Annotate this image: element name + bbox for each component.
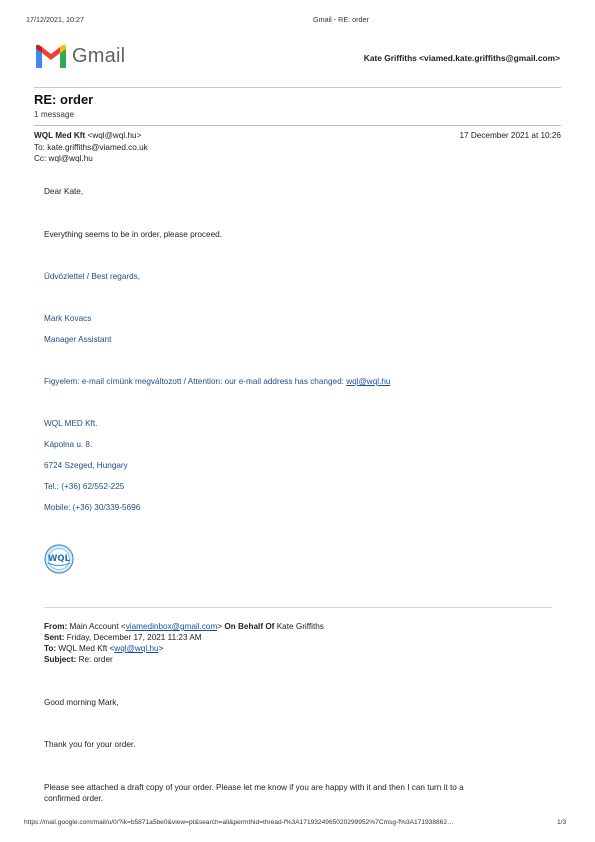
quoted-to-line (44, 644, 163, 653)
quoted-from-value-post: > (217, 622, 223, 631)
quoted-from-line (44, 622, 324, 631)
signature-role: Manager Assistant (44, 335, 112, 344)
quoted-from-email-link[interactable]: viamedinbox@gmail.com (125, 622, 218, 631)
gmail-m-icon (34, 44, 68, 70)
quoted-sent-line (44, 633, 202, 642)
signature-notice-email-link[interactable]: wql@wql.hu (346, 377, 391, 386)
sender-name: WQL Med Kft (34, 131, 86, 140)
thread-subject: RE: order (34, 92, 94, 107)
quoted-sent-label: Sent: (44, 633, 65, 642)
signature-company: WQL MED Kft. (44, 419, 98, 428)
quoted-divider (44, 607, 552, 608)
quoted-behalf-value: Kate Griffiths (276, 622, 324, 631)
body-text: Everything seems to be in order, please proceed. (44, 230, 222, 239)
quoted-greeting: Good morning Mark, (44, 698, 119, 707)
quoted-to-label: To: (44, 644, 57, 653)
quoted-paragraph-line-2: confirmed order. (44, 794, 104, 803)
quoted-from-label: From: (44, 622, 68, 631)
wql-company-logo (44, 544, 74, 574)
signature-street: Kápolna u. 8. (44, 440, 93, 449)
quoted-subject-label: Subject: (44, 655, 77, 664)
quoted-to-email-link[interactable]: wql@wql.hu (114, 644, 159, 653)
header-divider (34, 87, 561, 88)
print-datetime: 17/12/2021, 10:27 (26, 15, 84, 24)
signature-tel: Tel.: (+36) 62/552-225 (44, 482, 125, 491)
print-page-title: Gmail - RE: order (313, 15, 369, 24)
signature-notice-text: Figyelem: e-mail címünk megváltozott / Attention: our e-mail address has changed: (44, 377, 344, 386)
sender-line (34, 131, 141, 140)
quoted-to-value-post: > (158, 644, 164, 653)
quoted-thanks: Thank you for your order. (44, 740, 136, 749)
quoted-to-value-pre: WQL Med Kft < (58, 644, 115, 653)
account-identity: Kate Griffiths <viamed.kate.griffiths@gmail.com> (363, 53, 560, 63)
message-count: 1 message (34, 110, 75, 119)
gmail-logo-text: Gmail (72, 45, 126, 67)
signature-city: 6724 Szeged, Hungary (44, 461, 128, 470)
signature-name: Mark Kovacs (44, 314, 92, 323)
quoted-paragraph-line-1: Please see attached a draft copy of your order. Please let me know if you are happy with it and then I can turn it to a (44, 783, 464, 792)
quoted-behalf-label: On Behalf Of (224, 622, 275, 631)
quoted-subject-line (44, 655, 113, 664)
quoted-subject-value: Re: order (78, 655, 113, 664)
quoted-from-value-pre: Main Account < (69, 622, 126, 631)
signature-regards: Üdvözlettel / Best regards, (44, 272, 141, 281)
recipient-cc: Cc: wql@wql.hu (34, 154, 93, 163)
sender-email: <wql@wql.hu> (87, 131, 142, 140)
print-url: https://mail.google.com/mail/u/0/?ik=b5871a5be0&view=pt&search=all&permthid=thread-f%3A1719324965020299952%7Cmsg-f%3A171938862… (24, 819, 454, 826)
gmail-logo[interactable] (34, 43, 130, 71)
signature-mobile: Mobile: (+36) 30/339-5696 (44, 503, 141, 512)
recipient-to: To: kate.griffiths@viamed.co.uk (34, 143, 148, 152)
quoted-sent-value: Friday, December 17, 2021 11:23 AM (66, 633, 202, 642)
wql-logo-text: WQL (47, 554, 71, 564)
thread-divider (34, 125, 561, 126)
message-date: 17 December 2021 at 10:26 (459, 131, 561, 140)
print-page-number: 1/3 (557, 819, 567, 826)
signature-notice (44, 377, 390, 386)
greeting: Dear Kate, (44, 187, 84, 196)
